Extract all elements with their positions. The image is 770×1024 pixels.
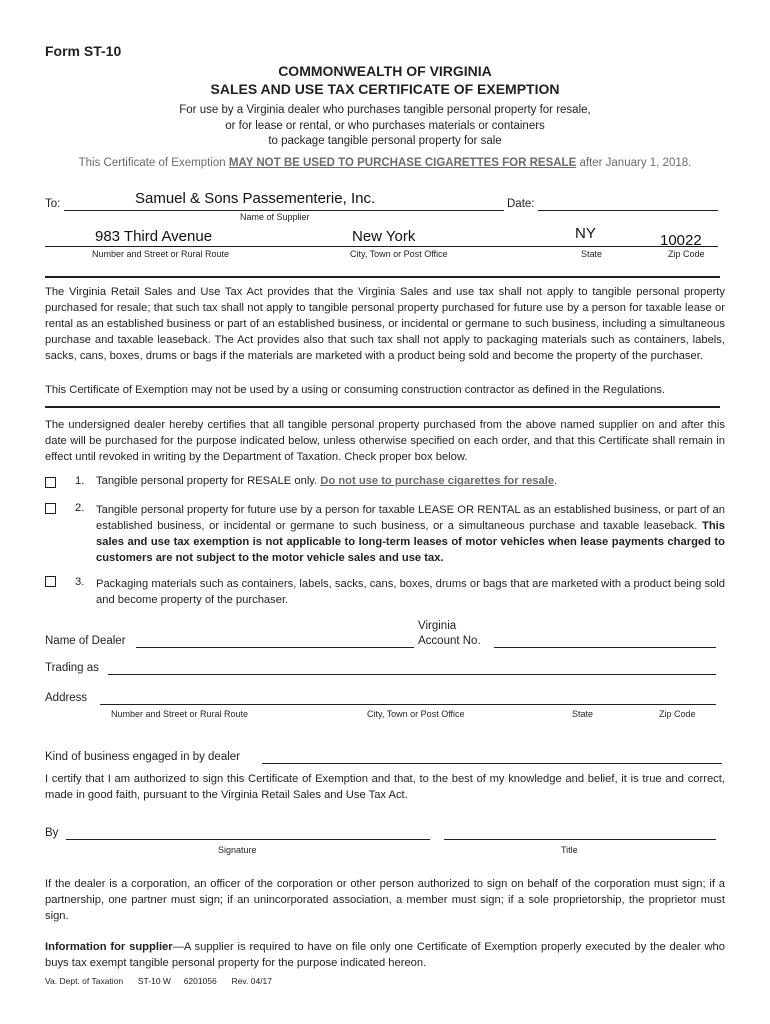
title-line[interactable] [444, 839, 716, 840]
footer-code: 6201056 [183, 976, 217, 986]
option-3-number: 3. [75, 576, 85, 588]
supplier-zip-value[interactable]: 10022 [660, 232, 702, 249]
to-label: To: [45, 198, 61, 210]
kind-of-business-label: Kind of business engaged in by dealer [45, 751, 241, 763]
notice-prefix: This Certificate of Exemption [78, 157, 226, 169]
option-1-label: Tangible personal property for RESALE only. [96, 475, 318, 487]
supplier-name-caption: Name of Supplier [240, 212, 310, 222]
date-label: Date: [507, 198, 535, 210]
option-1-note: Do not use to purchase cigarettes for resale [320, 475, 555, 487]
account-label: Account No. [418, 635, 481, 647]
contractor-note: This Certificate of Exemption may not be used by a using or consuming construction contractor as defined in the Regulations. [45, 384, 665, 396]
signing-rules-paragraph: If the dealer is a corporation, an officer of the corporation or other person authorized to sign on behalf of the corporation must sign; if a partnership, one partner must sign; if an unincorporated association, a member must sign; if a sole proprietorship, the proprietor must sign. [45, 878, 725, 922]
supplier-state-value[interactable]: NY [575, 225, 596, 242]
virginia-label: Virginia [418, 620, 457, 632]
date-line[interactable] [538, 210, 718, 211]
option-1-end: . [554, 475, 558, 487]
subtitle-line3: to package tangible personal property for sale [268, 135, 502, 147]
address-label: Address [45, 692, 88, 704]
dealer-name-line[interactable] [136, 647, 414, 648]
supplier-city-caption: City, Town or Post Office [350, 249, 448, 259]
notice-suffix: after January 1, 2018. [579, 157, 692, 169]
divider-2 [45, 406, 720, 408]
title-line1: COMMONWEALTH OF VIRGINIA [278, 63, 492, 79]
supplier-info-heading: Information for supplier [45, 941, 173, 953]
dealer-zip-caption: Zip Code [659, 709, 696, 719]
title-caption: Title [561, 845, 578, 855]
notice-emphasis: MAY NOT BE USED TO PURCHASE CIGARETTES FOR RESALE [228, 157, 577, 169]
supplier-street-caption: Number and Street or Rural Route [92, 249, 230, 259]
option-2-number: 2. [75, 502, 85, 514]
signature-line[interactable] [66, 839, 430, 840]
footer-form: ST-10 W [137, 976, 171, 986]
supplier-name-value[interactable]: Samuel & Sons Passementerie, Inc. [135, 190, 376, 207]
option-1-number: 1. [75, 475, 85, 487]
supplier-info-text: —A supplier is required to have on file only one Certificate of Exemption properly executed by the dealer who buys tax exempt tangible personal property for the purpose indicated hereon. [45, 941, 725, 969]
option-2-label: Tangible personal property for future use by a person for taxable LEASE OR RENTAL as an established business, or part of an established business, or incidental or germane to such business, or a simultaneous purchase and taxable leaseback. [96, 504, 725, 532]
dealer-city-caption: City, Town or Post Office [367, 709, 465, 719]
trading-line[interactable] [108, 674, 716, 675]
dealer-street-caption: Number and Street or Rural Route [111, 709, 249, 719]
footer-rev: Rev. 04/17 [231, 976, 273, 986]
subtitle-line1: For use by a Virginia dealer who purchases tangible personal property for resale, [179, 104, 591, 116]
supplier-name-line[interactable] [64, 210, 504, 211]
option-3-checkbox[interactable] [45, 576, 56, 587]
option-3-text: Packaging materials such as containers, labels, sacks, cans, boxes, drums or bags that are marketed with a product being sold and become property of the purchaser. [96, 578, 725, 606]
supplier-info-paragraph [45, 939, 725, 971]
act-paragraph: The Virginia Retail Sales and Use Tax Act provides that the Virginia Sales and use tax shall not apply to tangible personal property purchased for resale; that such tax shall not apply to tangible personal property purchased for future use by a person for taxable lease or rental as an established business or part of an established business, or incidental or germane to such business, including a simultaneous purchase and taxable leaseback. The Act provides also that such tax shall not apply to packaging materials such as containers, labels, sacks, cans, boxes, drums or bags if the materials are marketed with a product being sold and become the property of the purchaser. [45, 286, 725, 362]
by-label: By [45, 827, 59, 839]
trading-label: Trading as [45, 662, 99, 674]
option-2-bold: This sales and use tax exemption is not applicable to long-term leases of motor vehicles when lease payments charged to customers are not subject to the motor vehicle sales and use tax. [96, 520, 725, 564]
account-line[interactable] [494, 647, 716, 648]
kind-of-business-line[interactable] [262, 763, 722, 764]
footer-dept: Va. Dept. of Taxation [45, 976, 124, 986]
supplier-street-value[interactable]: 983 Third Avenue [95, 228, 213, 245]
title-line2: SALES AND USE TAX CERTIFICATE OF EXEMPTION [210, 81, 560, 97]
certify-paragraph: The undersigned dealer hereby certifies that all tangible personal property purchased from the above named supplier on and after this date will be purchased for the purpose indicated below, unless otherwise specified on each order, and that this Certificate shall remain in effect until revoked in writing by the Department of Taxation. Check proper box below. [45, 419, 725, 463]
supplier-city-value[interactable]: New York [352, 228, 416, 245]
supplier-state-caption: State [581, 249, 603, 259]
dealer-state-caption: State [572, 709, 594, 719]
subtitle-line2: or for lease or rental, or who purchases materials or containers [225, 120, 545, 132]
divider-1 [45, 276, 720, 278]
form-id: Form ST-10 [45, 43, 122, 59]
dealer-address-line[interactable] [100, 704, 716, 705]
supplier-zip-caption: Zip Code [668, 249, 705, 259]
option-2-checkbox[interactable] [45, 503, 56, 514]
option-1-text [96, 475, 557, 487]
supplier-address-line [45, 246, 718, 247]
cigarette-notice [0, 157, 770, 169]
authorization-paragraph: I certify that I am authorized to sign this Certificate of Exemption and that, to the best of my knowledge and belief, it is true and correct, made in good faith, pursuant to the Virginia Retail Sales and Use Tax Act. [45, 773, 725, 801]
signature-caption: Signature [218, 845, 257, 855]
dealer-name-label: Name of Dealer [45, 635, 126, 647]
option-2-text [96, 502, 725, 566]
footer [45, 976, 272, 986]
option-1-checkbox[interactable] [45, 477, 56, 488]
